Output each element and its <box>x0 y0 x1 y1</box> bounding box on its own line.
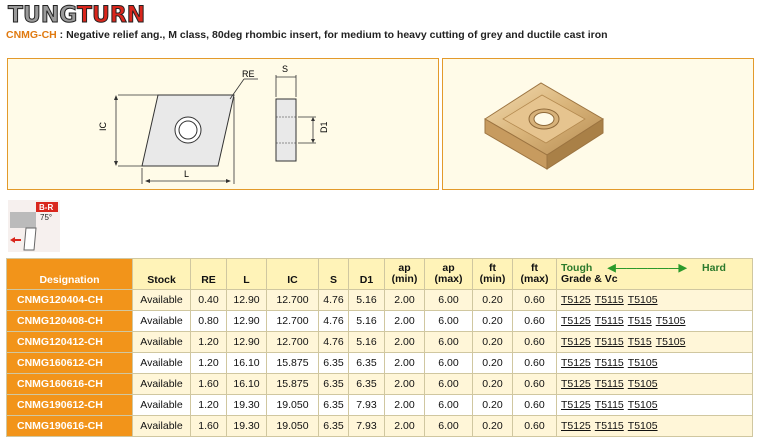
designation-cell: CNMG160612-CH <box>7 353 133 374</box>
grade-cell <box>557 353 753 374</box>
ap-max-cell: 6.00 <box>425 374 473 395</box>
header-d1: D1 <box>349 259 385 290</box>
header-ft-max: ft (max) <box>513 259 557 290</box>
table-row <box>7 374 753 395</box>
designation-cell: CNMG190612-CH <box>7 395 133 416</box>
ap-min-cell: 2.00 <box>385 416 425 437</box>
l-cell: 12.90 <box>227 311 267 332</box>
ic-cell: 12.700 <box>267 290 319 311</box>
d1-cell: 5.16 <box>349 311 385 332</box>
grade-link[interactable]: T5105 <box>627 294 658 306</box>
stock-cell: Available <box>133 311 191 332</box>
s-cell: 4.76 <box>319 332 349 353</box>
table-row <box>7 395 753 416</box>
d1-cell: 5.16 <box>349 332 385 353</box>
designation-cell: CNMG120404-CH <box>7 290 133 311</box>
ft-min-cell: 0.20 <box>473 332 513 353</box>
s-cell: 6.35 <box>319 353 349 374</box>
grade-link[interactable]: T5125 <box>561 378 591 390</box>
designation-cell: CNMG120412-CH <box>7 332 133 353</box>
ic-cell: 15.875 <box>267 374 319 395</box>
s-label: S <box>282 64 289 74</box>
ft-max-cell: 0.60 <box>513 311 557 332</box>
ic-cell: 12.700 <box>267 311 319 332</box>
re-cell: 1.20 <box>191 332 227 353</box>
header-stock: Stock <box>133 259 191 290</box>
insert-specs-table <box>6 258 753 437</box>
header-ap-max: ap (max) <box>425 259 473 290</box>
grade-cell <box>557 311 753 332</box>
ap-max-cell: 6.00 <box>425 353 473 374</box>
product-separator: : <box>56 29 67 41</box>
s-cell: 4.76 <box>319 290 349 311</box>
grade-link[interactable]: T5105 <box>627 399 658 411</box>
ft-min-cell: 0.20 <box>473 374 513 395</box>
grade-link[interactable]: T5125 <box>561 357 591 369</box>
ic-cell: 19.050 <box>267 395 319 416</box>
table-row <box>7 416 753 437</box>
l-cell: 19.30 <box>227 416 267 437</box>
d1-cell: 7.93 <box>349 416 385 437</box>
l-cell: 19.30 <box>227 395 267 416</box>
grade-link[interactable]: T5105 <box>655 315 686 327</box>
grade-link[interactable]: T5115 <box>594 420 624 432</box>
ft-min-cell: 0.20 <box>473 290 513 311</box>
ap-max-cell: 6.00 <box>425 290 473 311</box>
table-row <box>7 311 753 332</box>
grade-link[interactable]: T5105 <box>627 357 658 369</box>
grade-link[interactable]: T515 <box>627 315 652 327</box>
l-cell: 16.10 <box>227 374 267 395</box>
ft-min-cell: 0.20 <box>473 395 513 416</box>
l-cell: 16.10 <box>227 353 267 374</box>
s-cell: 4.76 <box>319 311 349 332</box>
dimension-diagram-panel <box>7 58 439 190</box>
grade-tough-label: Tough <box>561 262 593 274</box>
ft-max-cell: 0.60 <box>513 353 557 374</box>
grade-cell <box>557 374 753 395</box>
header-ic: IC <box>267 259 319 290</box>
d1-cell: 5.16 <box>349 290 385 311</box>
designation-cell: CNMG190616-CH <box>7 416 133 437</box>
stock-cell: Available <box>133 374 191 395</box>
table-row <box>7 332 753 353</box>
ap-max-cell: 6.00 <box>425 416 473 437</box>
re-cell: 1.60 <box>191 416 227 437</box>
designation-cell: CNMG160616-CH <box>7 374 133 395</box>
brand-logo <box>8 4 168 28</box>
grade-link[interactable]: T5125 <box>561 420 591 432</box>
header-l: L <box>227 259 267 290</box>
grade-vc-label: Grade & Vc <box>561 273 618 285</box>
header-ap-min: ap (min) <box>385 259 425 290</box>
ft-max-cell: 0.60 <box>513 290 557 311</box>
insert-photo-panel <box>442 58 754 190</box>
ic-cell: 19.050 <box>267 416 319 437</box>
header-grade <box>557 259 753 290</box>
ic-label: IC <box>98 122 108 131</box>
grade-link[interactable]: T5125 <box>561 315 591 327</box>
grade-link[interactable]: T5105 <box>627 378 658 390</box>
grade-hard-label: Hard <box>702 262 726 274</box>
insert-dimension-drawing <box>8 59 438 189</box>
grade-cell <box>557 290 753 311</box>
stock-cell: Available <box>133 332 191 353</box>
re-label: RE <box>242 69 255 79</box>
grade-link[interactable]: T515 <box>627 336 652 348</box>
ap-max-cell: 6.00 <box>425 332 473 353</box>
ft-min-cell: 0.20 <box>473 311 513 332</box>
chipbreaker-icon <box>8 200 60 252</box>
grade-link[interactable]: T5105 <box>627 420 658 432</box>
ft-min-cell: 0.20 <box>473 416 513 437</box>
s-cell: 6.35 <box>319 374 349 395</box>
designation-cell: CNMG120408-CH <box>7 311 133 332</box>
l-label: L <box>184 169 190 179</box>
s-cell: 6.35 <box>319 416 349 437</box>
d1-label: D1 <box>319 121 329 133</box>
ap-max-cell: 6.00 <box>425 395 473 416</box>
tough-to-hard-arrow-icon: ◀——————▶ <box>607 262 687 274</box>
header-designation: Designation <box>7 259 133 290</box>
stock-cell: Available <box>133 395 191 416</box>
re-cell: 1.20 <box>191 395 227 416</box>
ft-max-cell: 0.60 <box>513 332 557 353</box>
d1-cell: 6.35 <box>349 353 385 374</box>
grade-link[interactable]: T5125 <box>561 399 591 411</box>
grade-link[interactable]: T5125 <box>561 294 591 306</box>
grade-link[interactable]: T5115 <box>594 378 624 390</box>
header-ft-min: ft (min) <box>473 259 513 290</box>
stock-cell: Available <box>133 416 191 437</box>
stock-cell: Available <box>133 353 191 374</box>
brand-logo-part1: TUNG <box>8 3 77 28</box>
grade-link[interactable]: T5105 <box>655 336 686 348</box>
ap-min-cell: 2.00 <box>385 290 425 311</box>
grade-link[interactable]: T5115 <box>594 399 624 411</box>
product-description-text: Negative relief ang., M class, 80deg rhombic insert, for medium to heavy cutting of grey and ductile cast iron <box>66 29 608 41</box>
brand-logo-part2: TURN <box>76 3 146 28</box>
ft-max-cell: 0.60 <box>513 416 557 437</box>
ft-min-cell: 0.20 <box>473 353 513 374</box>
grade-cell <box>557 332 753 353</box>
grade-cell <box>557 416 753 437</box>
l-cell: 12.90 <box>227 290 267 311</box>
ap-min-cell: 2.00 <box>385 353 425 374</box>
grade-link[interactable]: T5115 <box>594 315 624 327</box>
table-row <box>7 290 753 311</box>
ap-max-cell: 6.00 <box>425 311 473 332</box>
grade-link[interactable]: T5115 <box>594 336 624 348</box>
chipbreaker-angle: 75° <box>40 213 53 222</box>
l-cell: 12.90 <box>227 332 267 353</box>
header-s: S <box>319 259 349 290</box>
stock-cell: Available <box>133 290 191 311</box>
d1-cell: 6.35 <box>349 374 385 395</box>
table-header-row <box>7 259 753 290</box>
grade-link[interactable]: T5115 <box>594 357 624 369</box>
re-cell: 1.20 <box>191 353 227 374</box>
product-description <box>6 29 626 42</box>
grade-link[interactable]: T5125 <box>561 336 591 348</box>
re-cell: 1.60 <box>191 374 227 395</box>
ft-max-cell: 0.60 <box>513 395 557 416</box>
re-cell: 0.40 <box>191 290 227 311</box>
chipbreaker-code: B-R <box>39 203 54 212</box>
re-cell: 0.80 <box>191 311 227 332</box>
header-re: RE <box>191 259 227 290</box>
ap-min-cell: 2.00 <box>385 332 425 353</box>
ap-min-cell: 2.00 <box>385 374 425 395</box>
ap-min-cell: 2.00 <box>385 395 425 416</box>
product-code: CNMG-CH <box>6 29 57 41</box>
grade-cell <box>557 395 753 416</box>
s-cell: 6.35 <box>319 395 349 416</box>
ft-max-cell: 0.60 <box>513 374 557 395</box>
ic-cell: 12.700 <box>267 332 319 353</box>
insert-side-view-shape <box>276 99 296 161</box>
ic-cell: 15.875 <box>267 353 319 374</box>
d1-cell: 7.93 <box>349 395 385 416</box>
table-row <box>7 353 753 374</box>
insert-photo <box>443 59 753 189</box>
grade-link[interactable]: T5115 <box>594 294 624 306</box>
ap-min-cell: 2.00 <box>385 311 425 332</box>
